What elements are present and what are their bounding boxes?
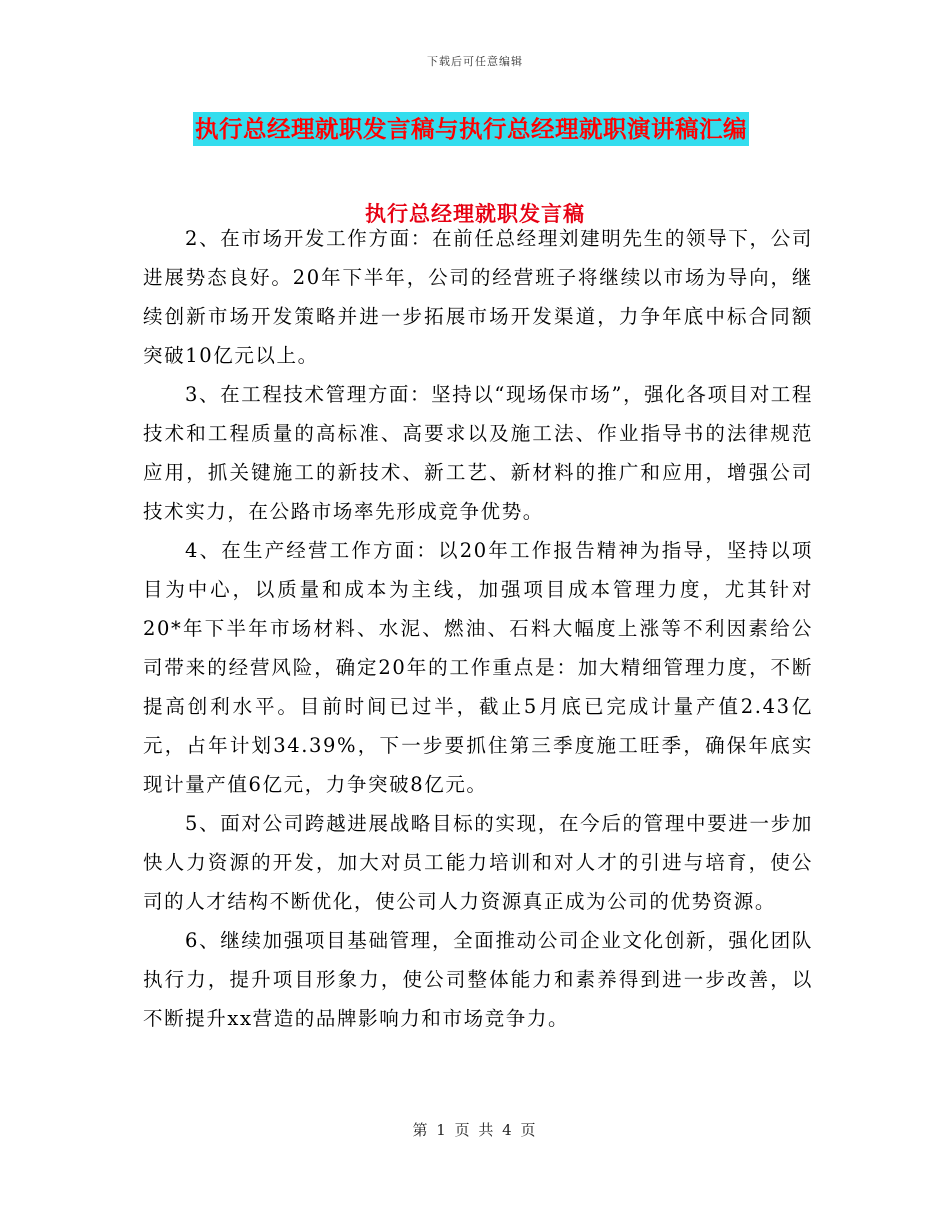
paragraph-project-management: 6、继续加强项目基础管理，全面推动公司企业文化创新，强化团队执行力，提升项目形象力，使公司整体能力和素养得到进一步改善，以不断提升xx营造的品牌影响力和市场竞争力。 [143, 929, 813, 1030]
paragraph-market-development: 2、在市场开发工作方面：在前任总经理刘建明先生的领导下，公司进展势态良好。20年下半年，公司的经营班子将继续以市场为导向，继续创新市场开发策略并进一步拓展市场开发渠道，力争年底中标合同额突破10亿元以上。 [143, 227, 813, 367]
paragraph-production-operations: 4、在生产经营工作方面：以20年工作报告精神为指导，坚持以项目为中心，以质量和成本为主线，加强项目成本管理力度，尤其针对20*年下半年市场材料、水泥、燃油、石料大幅度上涨等不利因素给公司带来的经营风险，确定20年的工作重点是：加大精细管理力度，不断提高创利水平。目前时间已过半，截止5月底已完成计量产值2.43亿元，占年计划34.39%，下一步要抓住第三季度施工旺季，确保年底实现计量产值6亿元，力争突破8亿元。 [143, 539, 813, 796]
document-body [143, 219, 813, 1038]
document-title: 执行总经理就职发言稿与执行总经理就职演讲稿汇编 [193, 112, 749, 146]
paragraph-engineering-technology: 3、在工程技术管理方面：坚持以“现场保市场”，强化各项目对工程技术和工程质量的高标准、高要求以及施工法、作业指导书的法律规范应用，抓关键施工的新技术、新工艺、新材料的推广和应用，增强公司技术实力，在公路市场率先形成竞争优势。 [143, 383, 813, 523]
header-note: 下载后可任意编辑 [427, 55, 523, 68]
page-number-footer: 第 1 页 共 4 页 [412, 1121, 538, 1139]
section-title: 执行总经理就职发言稿 [365, 201, 585, 226]
paragraph-human-resources: 5、面对公司跨越进展战略目标的实现，在今后的管理中要进一步加快人力资源的开发，加大对员工能力培训和对人才的引进与培育，使公司的人才结构不断优化，使公司人力资源真正成为公司的优势资源。 [143, 812, 813, 913]
